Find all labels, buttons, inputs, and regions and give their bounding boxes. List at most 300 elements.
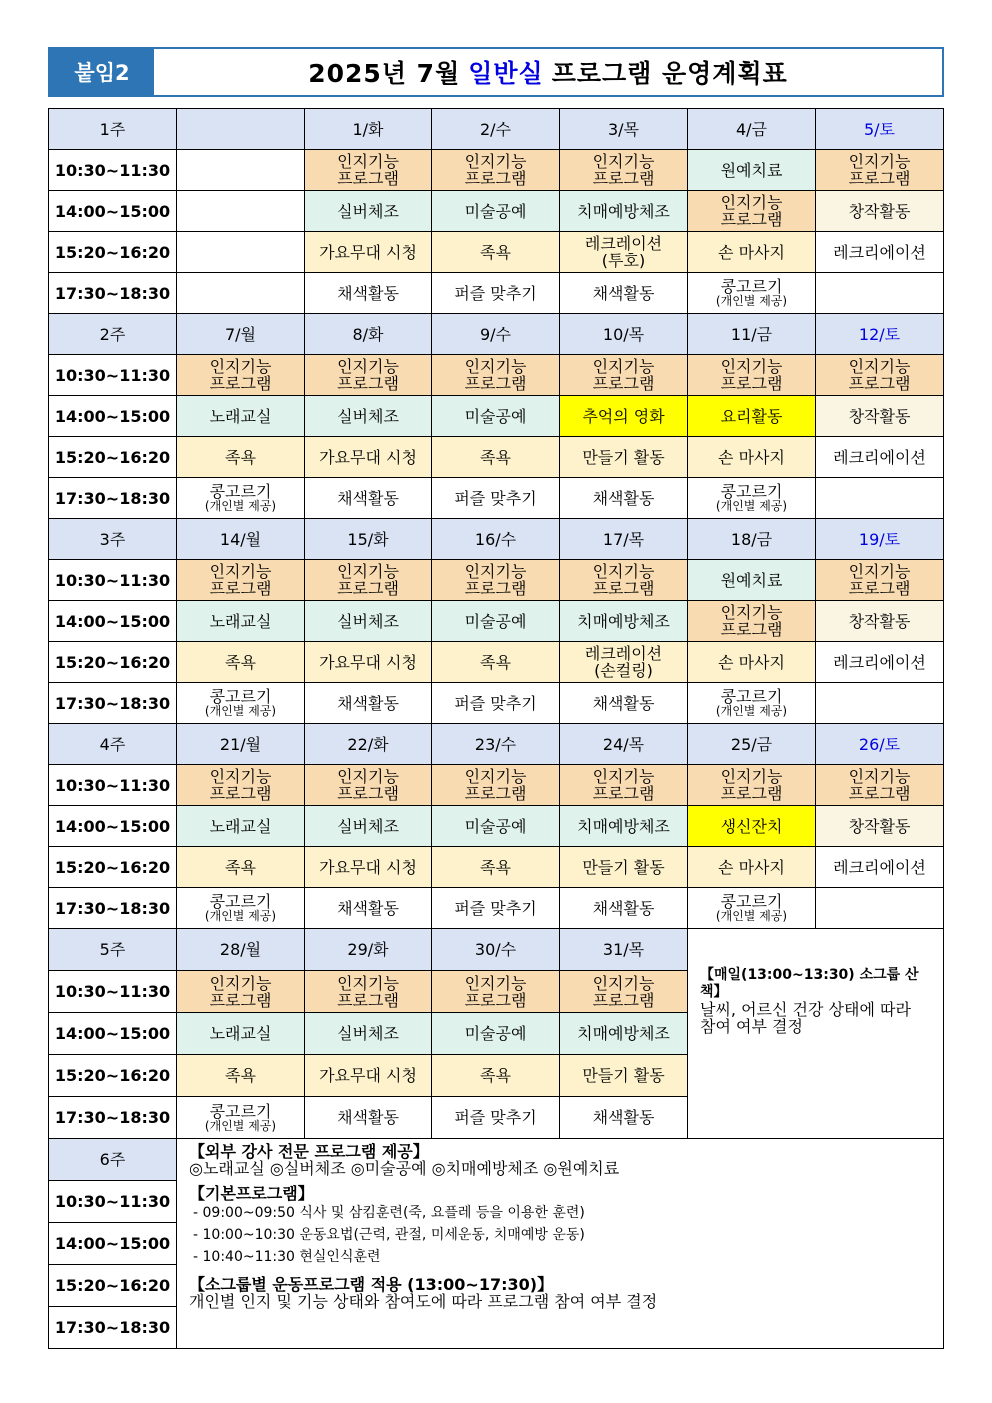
week-header-row: [49, 519, 944, 560]
day-header: 31/목: [560, 929, 688, 971]
activity-cell: [688, 847, 816, 888]
activity-cell: [305, 355, 432, 396]
activity-cell: [305, 191, 432, 232]
activity-cell: [560, 191, 688, 232]
activity-cell: [432, 355, 560, 396]
activity-name: 채색활동: [592, 898, 655, 918]
activity-note: (개인별 제공): [204, 909, 277, 923]
time-slot: 15:20~16:20: [49, 1055, 177, 1097]
activity-cell: [177, 355, 305, 396]
activity-name: 퍼즐 맞추기: [454, 1108, 537, 1127]
activity-name: 족욕: [480, 447, 511, 467]
activity-cell: [816, 765, 944, 806]
day-header: 2/수: [432, 109, 560, 150]
activity-cell: [305, 847, 432, 888]
activity-name: 퍼즐 맞추기: [454, 693, 537, 713]
activity-cell: [688, 273, 816, 314]
activity-note: (개인별 제공): [204, 1118, 277, 1133]
time-slot-row: [49, 437, 944, 478]
activity-name: 인지기능 프로그램: [592, 562, 655, 598]
activity-cell: [816, 683, 944, 724]
day-header: 1/화: [305, 109, 432, 150]
activity-cell: [177, 560, 305, 601]
activity-name: 인지기능 프로그램: [848, 767, 911, 803]
activity-name: 인지기능 프로그램: [464, 973, 527, 1010]
activity-cell: [177, 191, 305, 232]
activity-name: 가요무대 시청: [319, 857, 417, 877]
activity-name: 인지기능 프로그램: [209, 357, 272, 393]
activity-name: 인지기능 프로그램: [209, 767, 272, 803]
activity-cell: [177, 150, 305, 191]
activity-name: 생신잔치: [720, 816, 783, 836]
week-header-row: [49, 724, 944, 765]
activity-name: 창작활동: [848, 611, 911, 631]
activity-cell: [305, 601, 432, 642]
activity-name: 레크리에이션: [833, 857, 926, 877]
activity-name: 노래교실: [209, 611, 272, 631]
activity-cell: [432, 1097, 560, 1139]
activity-cell: [305, 642, 432, 683]
group-text: 개인별 인지 및 기능 상태와 참여도에 따라 프로그램 참여 여부 결정: [189, 1292, 658, 1311]
activity-cell: [816, 478, 944, 519]
activity-name: 노래교실: [209, 1024, 272, 1043]
activity-name: 족욕: [480, 1066, 511, 1085]
activity-cell: [432, 191, 560, 232]
activity-cell: [688, 560, 816, 601]
activity-name: 가요무대 시청: [319, 1066, 417, 1085]
activity-cell: [688, 765, 816, 806]
activity-name: 족욕: [480, 242, 511, 262]
walk-note-heading: 【매일(13:00~13:30) 소그룹 산책】: [700, 967, 919, 1000]
activity-cell: [816, 601, 944, 642]
activity-name: 레크리에이션: [833, 652, 926, 672]
day-header: 17/목: [560, 519, 688, 560]
activity-cell: [177, 683, 305, 724]
activity-name: 콩고르기: [720, 277, 783, 296]
activity-cell: [688, 191, 816, 232]
activity-note: (개인별 제공): [715, 704, 788, 718]
day-header: 18/금: [688, 519, 816, 560]
activity-name: 인지기능 프로그램: [209, 973, 272, 1010]
activity-name: 족욕: [225, 447, 256, 467]
activity-cell: [432, 971, 560, 1013]
group-heading: 【소그룹별 운동프로그램 적용 (13:00~17:30)】: [189, 1275, 554, 1294]
activity-name: 원예치료: [720, 570, 783, 590]
activity-name: 미술공예: [464, 1024, 527, 1043]
time-slot-row: [49, 847, 944, 888]
activity-cell: [560, 273, 688, 314]
day-header: 30/수: [432, 929, 560, 971]
activity-name: 레크레이션 (손컬링): [584, 644, 663, 680]
time-slot: 10:30~11:30: [49, 1181, 177, 1223]
title-rest: 프로그램 운영계획표: [551, 59, 788, 88]
time-slot: 14:00~15:00: [49, 191, 177, 232]
activity-note: (개인별 제공): [715, 294, 788, 308]
activity-cell: [177, 232, 305, 273]
activity-name: 인지기능 프로그램: [464, 357, 527, 393]
activity-cell: [305, 971, 432, 1013]
activity-cell: [432, 232, 560, 273]
activity-cell: [560, 1013, 688, 1055]
time-slot: 15:20~16:20: [49, 1265, 177, 1307]
activity-cell: [688, 232, 816, 273]
week-header-row: [49, 314, 944, 355]
walk-note-line: 날씨, 어르신 건강 상태에 따라: [700, 1000, 911, 1019]
activity-cell: [177, 765, 305, 806]
activity-cell: [305, 888, 432, 929]
walk-note: [688, 929, 944, 1139]
week-label: 2주: [49, 314, 177, 355]
day-header: 29/화: [305, 929, 432, 971]
activity-name: 추억의 영화: [582, 406, 665, 426]
activity-cell: [432, 1013, 560, 1055]
activity-cell: [560, 1097, 688, 1139]
activity-cell: [305, 478, 432, 519]
activity-name: 미술공예: [464, 201, 527, 221]
activity-name: 인지기능 프로그램: [720, 767, 783, 803]
activity-cell: [560, 847, 688, 888]
activity-cell: [688, 355, 816, 396]
time-slot: 14:00~15:00: [49, 1223, 177, 1265]
activity-cell: [688, 150, 816, 191]
activity-name: 채색활동: [337, 693, 399, 713]
activity-cell: [305, 396, 432, 437]
activity-cell: [177, 437, 305, 478]
activity-name: 손 마사지: [718, 652, 785, 672]
time-slot: 17:30~18:30: [49, 1097, 177, 1139]
week-label: 1주: [49, 109, 177, 150]
title-date: 2025년 7월: [308, 59, 461, 88]
activity-name: 만들기 활동: [582, 1066, 665, 1085]
activity-cell: [305, 806, 432, 847]
activity-cell: [688, 601, 816, 642]
activity-cell: [432, 1055, 560, 1097]
time-slot-row: [49, 888, 944, 929]
activity-cell: [432, 478, 560, 519]
activity-name: 콩고르기: [720, 687, 783, 706]
activity-cell: [177, 1097, 305, 1139]
time-slot: 14:00~15:00: [49, 601, 177, 642]
activity-name: 레크리에이션: [833, 242, 926, 262]
activity-cell: [560, 150, 688, 191]
activity-cell: [432, 601, 560, 642]
activity-name: 퍼즐 맞추기: [454, 488, 537, 508]
time-slot: 10:30~11:30: [49, 150, 177, 191]
activity-cell: [688, 806, 816, 847]
activity-name: 인지기능 프로그램: [592, 973, 655, 1010]
time-slot-row: [49, 191, 944, 232]
time-slot: 10:30~11:30: [49, 560, 177, 601]
day-header: 5/토: [816, 109, 944, 150]
activity-cell: [688, 683, 816, 724]
activity-name: 인지기능 프로그램: [337, 357, 399, 393]
day-header: 10/목: [560, 314, 688, 355]
activity-name: 콩고르기: [209, 482, 272, 501]
day-header: 22/화: [305, 724, 432, 765]
activity-cell: [688, 642, 816, 683]
activity-name: 인지기능 프로그램: [337, 767, 399, 803]
activity-name: 손 마사지: [718, 857, 785, 877]
activity-cell: [177, 1055, 305, 1097]
activity-name: 채색활동: [592, 488, 655, 508]
time-slot-row: [49, 642, 944, 683]
basic-item: - 09:00~09:50 식사 및 삼킴훈련(죽, 요플레 등을 이용한 훈련): [193, 1205, 585, 1221]
activity-cell: [816, 560, 944, 601]
time-slot: 17:30~18:30: [49, 1307, 177, 1349]
activity-cell: [688, 437, 816, 478]
activity-cell: [177, 888, 305, 929]
activity-cell: [688, 478, 816, 519]
walk-note-line: 참여 여부 결정: [700, 1017, 803, 1036]
activity-name: 콩고르기: [720, 482, 783, 501]
day-header: 24/목: [560, 724, 688, 765]
activity-name: 인지기능 프로그램: [848, 562, 911, 598]
activity-name: 인지기능 프로그램: [720, 357, 783, 393]
time-slot-row: [49, 601, 944, 642]
activity-cell: [432, 847, 560, 888]
activity-cell: [432, 437, 560, 478]
activity-name: 인지기능 프로그램: [592, 152, 655, 188]
activity-cell: [305, 1097, 432, 1139]
activity-name: 인지기능 프로그램: [720, 193, 783, 229]
time-slot: 10:30~11:30: [49, 355, 177, 396]
activity-cell: [305, 437, 432, 478]
activity-cell: [432, 765, 560, 806]
activity-name: 채색활동: [592, 1108, 655, 1127]
time-slot: 14:00~15:00: [49, 1013, 177, 1055]
activity-name: 채색활동: [592, 283, 655, 303]
week-label: 3주: [49, 519, 177, 560]
external-list: ◎노래교실 ◎실버체조 ◎미술공예 ◎치매예방체조 ◎원예치료: [189, 1159, 620, 1178]
activity-cell: [560, 396, 688, 437]
activity-cell: [305, 150, 432, 191]
activity-name: 인지기능 프로그램: [464, 152, 527, 188]
activity-name: 요리활동: [720, 406, 783, 426]
week-header-row: [49, 1139, 944, 1181]
activity-name: 인지기능 프로그램: [337, 562, 399, 598]
activity-name: 콩고르기: [209, 687, 272, 706]
page-title: [154, 49, 942, 95]
activity-name: 채색활동: [337, 898, 399, 918]
activity-cell: [305, 560, 432, 601]
activity-name: 인지기능 프로그램: [337, 973, 399, 1010]
activity-note: (개인별 제공): [715, 909, 788, 923]
activity-cell: [432, 806, 560, 847]
activity-cell: [305, 765, 432, 806]
activity-name: 치매예방체조: [577, 611, 670, 631]
attachment-badge: 붙임2: [50, 49, 154, 95]
week-header-row: [49, 929, 944, 971]
activity-cell: [816, 642, 944, 683]
activity-cell: [816, 437, 944, 478]
activity-name: 인지기능 프로그램: [592, 357, 655, 393]
activity-cell: [560, 971, 688, 1013]
time-slot: 15:20~16:20: [49, 847, 177, 888]
day-header: 3/목: [560, 109, 688, 150]
time-slot-row: [49, 232, 944, 273]
time-slot-row: [49, 478, 944, 519]
activity-name: 채색활동: [337, 488, 399, 508]
activity-cell: [688, 888, 816, 929]
activity-cell: [816, 806, 944, 847]
activity-cell: [432, 396, 560, 437]
activity-name: 치매예방체조: [577, 816, 670, 836]
activity-cell: [816, 273, 944, 314]
activity-cell: [432, 273, 560, 314]
activity-name: 퍼즐 맞추기: [454, 283, 537, 303]
activity-name: 실버체조: [337, 611, 399, 631]
activity-name: 손 마사지: [718, 242, 785, 262]
activity-name: 노래교실: [209, 816, 272, 836]
external-heading: 【외부 강사 전문 프로그램 제공】: [189, 1142, 429, 1161]
activity-name: 가요무대 시청: [319, 242, 417, 262]
document-header: [48, 47, 944, 97]
time-slot-row: [49, 765, 944, 806]
activity-cell: [816, 847, 944, 888]
activity-name: 레크레이션 (투호): [584, 234, 663, 270]
activity-name: 콩고르기: [209, 892, 272, 911]
activity-name: 인지기능 프로그램: [209, 562, 272, 598]
basic-item: - 10:00~10:30 운동요법(근력, 관절, 미세운동, 치매예방 운동): [193, 1227, 585, 1243]
activity-name: 치매예방체조: [577, 201, 670, 221]
program-info: [177, 1139, 944, 1349]
activity-name: 만들기 활동: [582, 447, 665, 467]
time-slot: 17:30~18:30: [49, 888, 177, 929]
activity-name: 손 마사지: [718, 447, 785, 467]
activity-name: 인지기능 프로그램: [592, 767, 655, 803]
schedule-table: [48, 108, 944, 1349]
activity-cell: [816, 355, 944, 396]
activity-name: 채색활동: [592, 693, 655, 713]
activity-name: 실버체조: [337, 1024, 399, 1043]
time-slot-row: [49, 560, 944, 601]
time-slot: 14:00~15:00: [49, 806, 177, 847]
activity-cell: [560, 765, 688, 806]
activity-cell: [305, 1013, 432, 1055]
activity-name: 가요무대 시청: [319, 447, 417, 467]
activity-cell: [305, 232, 432, 273]
activity-name: 인지기능 프로그램: [848, 152, 911, 188]
day-header: 14/월: [177, 519, 305, 560]
activity-name: 인지기능 프로그램: [848, 357, 911, 393]
day-header: 21/월: [177, 724, 305, 765]
week-label: 4주: [49, 724, 177, 765]
activity-cell: [560, 1055, 688, 1097]
activity-name: 실버체조: [337, 816, 399, 836]
time-slot: 17:30~18:30: [49, 273, 177, 314]
activity-cell: [432, 560, 560, 601]
activity-cell: [177, 478, 305, 519]
activity-cell: [688, 396, 816, 437]
activity-cell: [560, 642, 688, 683]
activity-cell: [560, 888, 688, 929]
time-slot-row: [49, 355, 944, 396]
activity-name: 실버체조: [337, 406, 399, 426]
basic-heading: 【기본프로그램】: [189, 1184, 314, 1203]
activity-name: 족욕: [225, 857, 256, 877]
day-header: 9/수: [432, 314, 560, 355]
activity-cell: [560, 437, 688, 478]
activity-name: 퍼즐 맞추기: [454, 898, 537, 918]
activity-name: 인지기능 프로그램: [720, 603, 783, 639]
activity-note: (개인별 제공): [715, 499, 788, 513]
activity-cell: [432, 683, 560, 724]
basic-item: - 10:40~11:30 현실인식훈련: [193, 1249, 381, 1265]
time-slot: 15:20~16:20: [49, 642, 177, 683]
activity-cell: [177, 806, 305, 847]
time-slot: 17:30~18:30: [49, 683, 177, 724]
day-header: 15/화: [305, 519, 432, 560]
week-header-row: [49, 109, 944, 150]
activity-cell: [177, 396, 305, 437]
day-header: 23/수: [432, 724, 560, 765]
day-header: 26/토: [816, 724, 944, 765]
time-slot: 10:30~11:30: [49, 765, 177, 806]
time-slot: 10:30~11:30: [49, 971, 177, 1013]
activity-cell: [816, 888, 944, 929]
activity-name: 창작활동: [848, 816, 911, 836]
activity-cell: [177, 601, 305, 642]
activity-name: 치매예방체조: [577, 1024, 670, 1043]
day-header: 12/토: [816, 314, 944, 355]
time-slot-row: [49, 273, 944, 314]
day-header: 7/월: [177, 314, 305, 355]
activity-cell: [305, 273, 432, 314]
activity-cell: [560, 355, 688, 396]
activity-cell: [177, 273, 305, 314]
activity-cell: [177, 971, 305, 1013]
activity-cell: [305, 1055, 432, 1097]
time-slot-row: [49, 396, 944, 437]
activity-name: 콩고르기: [720, 892, 783, 911]
time-slot: 15:20~16:20: [49, 232, 177, 273]
activity-name: 창작활동: [848, 201, 911, 221]
activity-name: 창작활동: [848, 406, 911, 426]
activity-name: 족욕: [480, 652, 511, 672]
activity-name: 콩고르기: [209, 1101, 272, 1121]
title-room: 일반실: [468, 59, 544, 88]
day-header: 11/금: [688, 314, 816, 355]
day-header: 8/화: [305, 314, 432, 355]
activity-name: 실버체조: [337, 201, 399, 221]
activity-cell: [432, 642, 560, 683]
week-label: 6주: [49, 1139, 177, 1181]
day-header: [177, 109, 305, 150]
activity-cell: [177, 847, 305, 888]
activity-cell: [432, 150, 560, 191]
activity-cell: [305, 683, 432, 724]
activity-name: 만들기 활동: [582, 857, 665, 877]
activity-name: 노래교실: [209, 406, 272, 426]
activity-name: 원예치료: [720, 160, 783, 180]
activity-note: (개인별 제공): [204, 499, 277, 513]
time-slot-row: [49, 683, 944, 724]
time-slot-row: [49, 150, 944, 191]
day-header: 19/토: [816, 519, 944, 560]
activity-cell: [816, 232, 944, 273]
activity-name: 인지기능 프로그램: [464, 562, 527, 598]
day-header: 4/금: [688, 109, 816, 150]
activity-name: 미술공예: [464, 816, 527, 836]
activity-name: 레크리에이션: [833, 447, 926, 467]
activity-name: 인지기능 프로그램: [337, 152, 399, 188]
activity-cell: [560, 478, 688, 519]
activity-cell: [177, 1013, 305, 1055]
activity-cell: [560, 601, 688, 642]
activity-name: 미술공예: [464, 611, 527, 631]
time-slot: 17:30~18:30: [49, 478, 177, 519]
activity-cell: [432, 888, 560, 929]
